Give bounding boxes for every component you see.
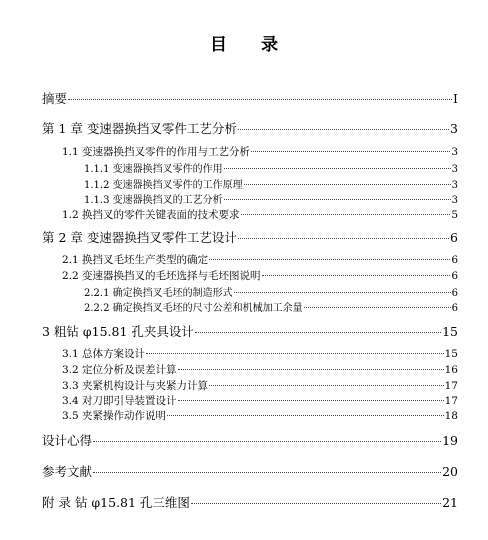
toc-entry-label: 参考文献 [42,464,93,479]
toc-entry-label: 3 粗钻 φ15.81 孔夹具设计 [42,324,194,339]
toc-leader [234,292,451,293]
toc-entry-label: 2.2.2 确定换挡叉毛坯的尺寸公差和机械加工余量 [84,303,303,314]
toc-entry-3-2[interactable] [62,362,458,377]
toc-entry-page: 16 [444,364,458,376]
toc-entry-3-1[interactable] [62,346,458,361]
toc-leader [195,332,441,333]
toc-leader [146,353,444,354]
toc-entry-1-2[interactable] [62,207,458,222]
toc-entry-3-5[interactable] [62,408,458,423]
toc-entry-page: 3 [451,180,458,191]
toc-leader [178,400,444,401]
toc-entry-page: 19 [442,433,458,448]
toc-leader [191,503,441,504]
toc-entry-label: 设计心得 [42,433,93,448]
toc-entry-appendix[interactable] [42,493,458,511]
toc-entry-label: 3.3 夹紧机构设计与夹紧力计算 [62,380,209,392]
toc-entry-2-1[interactable] [62,252,458,267]
toc-entry-chapter-3[interactable] [42,322,458,340]
toc-entry-page: 3 [451,195,458,206]
toc-entry-label: 第 1 章 变速器换挡叉零件工艺分析 [42,121,237,136]
toc-entry-label: 2.2 变速器换挡叉的毛坯选择与毛坯图说明 [62,270,261,282]
toc-entry-label: 2.1 换挡叉毛坯生产类型的确定 [62,254,209,266]
toc-leader [167,415,444,416]
toc-entry-1-1-3[interactable] [84,191,458,206]
toc-entry-2-2-1[interactable] [84,284,458,299]
toc-entry-page: 6 [450,230,458,245]
toc-entry-page: 6 [451,270,458,282]
toc-entry-page: 17 [444,395,458,407]
toc-entry-label: 1.1.2 变速器换挡叉零件的工作原理 [84,180,243,191]
toc-entry-label: 3.4 对刀即引导装置设计 [62,395,177,407]
toc-entry-label: 3.5 夹紧操作动作说明 [62,410,167,422]
toc-entry-page: 20 [442,464,458,479]
toc-entry-label: 第 2 章 变速器换挡叉零件工艺设计 [42,230,237,245]
toc-entry-3-4[interactable] [62,393,458,408]
toc-entry-1-1[interactable] [62,144,458,159]
toc-entry-page: 15 [442,324,458,339]
toc-entry-page: 6 [451,288,458,299]
toc-leader [251,151,450,152]
toc-leader [238,129,449,130]
toc-entry-page: 6 [451,303,458,314]
toc-entry-label: 1.1 变速器换挡叉零件的作用与工艺分析 [62,146,251,158]
toc-leader [304,307,451,308]
toc-leader [209,259,450,260]
toc-entry-chapter-1[interactable] [42,119,458,137]
toc-entry-label: 3.1 总体方案设计 [62,348,146,360]
toc-entry-abstract[interactable] [42,89,458,107]
toc-entry-page: 21 [442,495,458,510]
toc-leader [244,184,451,185]
toc-entry-page: 6 [451,254,458,266]
toc-leader [262,275,451,276]
toc-entry-page: 3 [451,146,458,158]
toc-entry-1-1-2[interactable] [84,176,458,191]
toc-leader [224,199,451,200]
toc-leader [241,214,451,215]
toc-leader [93,472,441,473]
toc-entry-2-2-2[interactable] [84,299,458,314]
toc-entry-label: 摘要 [42,91,68,106]
toc-entry-label: 附 录 钻 φ15.81 孔三维图 [42,495,190,510]
toc-entry-label: 2.2.1 确定换挡叉毛坯的制造形式 [84,288,233,299]
toc-entry-page: I [453,91,458,106]
toc-entry-page: 15 [444,348,458,360]
toc-leader [238,238,449,239]
toc-leader [209,385,444,386]
toc-entry-page: 18 [444,410,458,422]
toc-entry-3-3[interactable] [62,378,458,393]
toc-leader [224,168,451,169]
toc-entry-label: 1.1.3 变速器换挡叉的工艺分析 [84,195,223,206]
toc-entry-2-2[interactable] [62,268,458,283]
toc-leader [68,99,452,100]
page-title: 目 录 [210,35,292,55]
toc-entry-page: 5 [451,209,458,221]
toc-leader [178,369,444,370]
toc-entry-1-1-1[interactable] [84,160,458,175]
toc-entry-design-reflection[interactable] [42,431,458,449]
toc-entry-label: 1.2 换挡叉的零件关键表面的技术要求 [62,209,240,221]
toc-entry-references[interactable] [42,462,458,480]
toc-entry-label: 1.1.1 变速器换挡叉零件的作用 [84,164,223,175]
toc-entry-chapter-2[interactable] [42,228,458,246]
toc-entry-page: 3 [451,164,458,175]
toc-entry-label: 3.2 定位分析及误差计算 [62,364,177,376]
toc-entry-page: 17 [444,380,458,392]
toc-entry-page: 3 [450,121,458,136]
toc-leader [93,441,441,442]
